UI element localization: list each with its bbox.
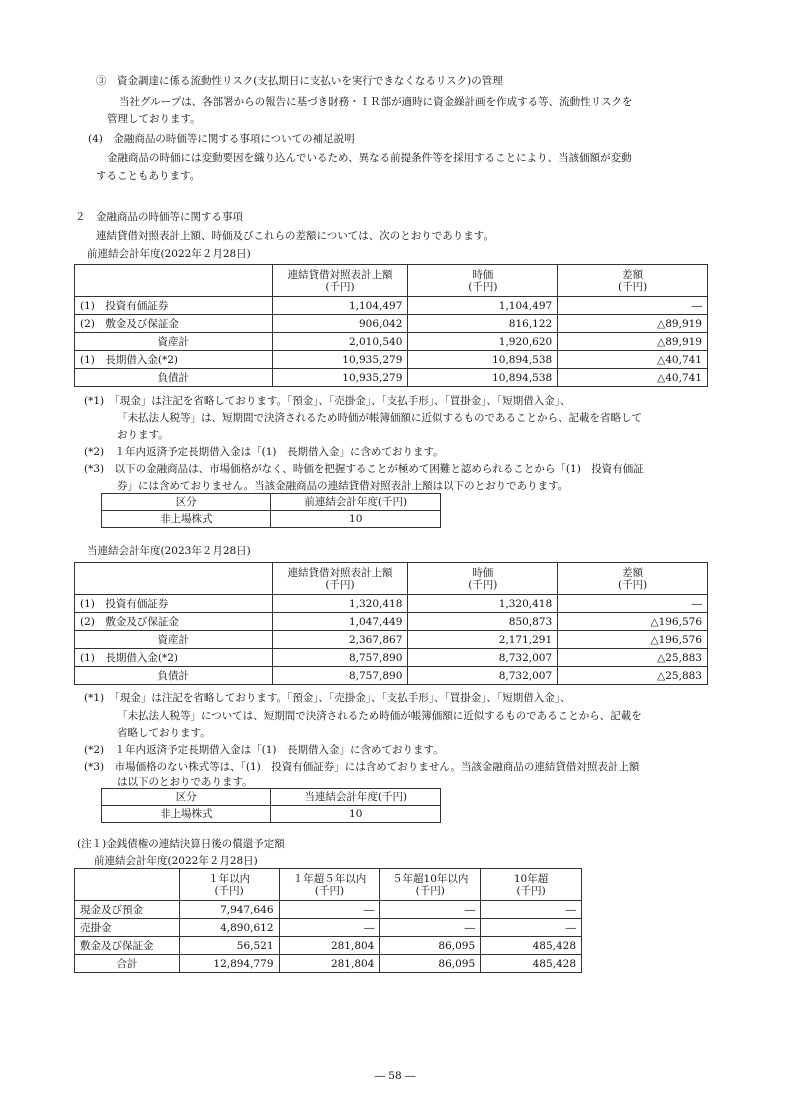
paragraph-line: 金融商品の時価には変動要因を織り込んでいるため、異なる前提条件等を採用することにより、当該価額が変動 xyxy=(107,152,632,164)
footnote: (*1) 「現金」は注記を省略しております。「預金」、「売掛金」、「支払手形」、「買掛金」、「短期借入金」、 xyxy=(84,692,571,704)
column-header: 連結貸借対照表計上額 (千円) xyxy=(272,265,408,297)
table-row: 負債計 10,935,279 10,894,538 △40,741 xyxy=(75,369,708,387)
paragraph-line: 当社グループは、各部署からの報告に基づき財務・ＩＲ部が適時に資金繰計画を作成する等、流動性リスクを xyxy=(119,96,633,108)
table-row: 売掛金 4,890,612 ― ― ― xyxy=(75,919,582,937)
footnote: (*3) 市場価格のない株式等は、「(1) 投資有価証券」には含めておりません。当該金融商品の連結貸借対照表計上額 xyxy=(84,761,640,773)
footnote: (*1) 「現金」は注記を省略しております。「預金」、「売掛金」、「支払手形」、「買掛金」、「短期借入金」、 xyxy=(84,395,571,407)
table-row: (2) 敷金及び保証金 1,047,449 850,873 △196,576 xyxy=(75,613,708,631)
column-header xyxy=(75,563,273,595)
section-heading: ２ 金融商品の時価等に関する事項 xyxy=(75,211,243,223)
column-header: 区分 xyxy=(102,494,271,511)
table-row: (1) 長期借入金(*2) 10,935,279 10,894,538 △40,741 xyxy=(75,351,708,369)
footnote: (*3) 以下の金融商品は、市場価格がなく、時価を把握することが極めて困難と認められることから「(1) 投資有価証 xyxy=(84,463,644,475)
column-header: 差額 (千円) xyxy=(558,265,708,297)
paragraph-line: 連結貸借対照表計上額、時価及びこれらの差額については、次のとおりであります。 xyxy=(96,230,494,242)
column-header: 時価 (千円) xyxy=(408,563,558,595)
section-heading: (4) 金融商品の時価等に関する事項についての補足説明 xyxy=(88,133,355,145)
table-row: (1) 長期借入金(*2) 8,757,890 8,732,007 △25,883 xyxy=(75,649,708,667)
column-header: 当連結会計年度(千円) xyxy=(271,789,441,806)
table-row: (1) 投資有価証券 1,320,418 1,320,418 ― xyxy=(75,595,708,613)
table-caption: 前連結会計年度(2022年２月28日) xyxy=(94,855,258,867)
footnote: (*2) １年内返済予定長期借入金は「(1) 長期借入金」に含めております。 xyxy=(84,744,444,756)
table-row: 資産計 2,010,540 1,920,620 △89,919 xyxy=(75,333,708,351)
column-header: ５年超10年以内 (千円) xyxy=(380,869,481,901)
table-caption: 当連結会計年度(2023年２月28日) xyxy=(87,545,251,557)
paragraph-line: することもあります。 xyxy=(96,170,201,182)
table-row: 資産計 2,367,867 2,171,291 △196,576 xyxy=(75,631,708,649)
column-header: 区分 xyxy=(102,789,271,806)
fair-value-table-curr xyxy=(74,562,708,685)
paragraph-line: 管理しております。 xyxy=(107,113,201,125)
section-heading: ③ 資金調達に係る流動性リスク(支払期日に支払いを実行できなくなるリスク)の管理 xyxy=(96,75,503,87)
table-row: 非上場株式 10 xyxy=(102,511,441,528)
footnote: 省略しております。 xyxy=(117,727,211,739)
column-header: １年超５年以内 (千円) xyxy=(279,869,380,901)
table-caption: 前連結会計年度(2022年２月28日) xyxy=(87,248,251,260)
unlisted-table-curr xyxy=(101,788,441,823)
table-row: 現金及び預金 7,947,646 ― ― ― xyxy=(75,901,582,919)
column-header: 連結貸借対照表計上額 (千円) xyxy=(272,563,408,595)
maturity-table xyxy=(74,868,582,973)
footnote: (*2) １年内返済予定長期借入金は「(1) 長期借入金」に含めております。 xyxy=(84,446,444,458)
section-heading: (注１)金銭債権の連結決算日後の償還予定額 xyxy=(77,838,285,850)
column-header: 10年超 (千円) xyxy=(481,869,582,901)
footnote: 券」には含めておりません。当該金融商品の連結貸借対照表計上額は以下のとおりであります。 xyxy=(117,480,569,492)
column-header xyxy=(75,265,273,297)
unlisted-table-prev xyxy=(101,493,441,528)
column-header: 差額 (千円) xyxy=(558,563,708,595)
column-header: 前連結会計年度(千円) xyxy=(271,494,441,511)
table-row: 負債計 8,757,890 8,732,007 △25,883 xyxy=(75,667,708,685)
column-header xyxy=(75,869,180,901)
footnote: 「未払法人税等」は、短期間で決済されるため時価が帳簿価額に近似するものであることから、記載を省略して xyxy=(117,412,642,424)
footnote: は以下のとおりであります。 xyxy=(117,776,253,788)
table-row: 非上場株式 10 xyxy=(102,806,441,823)
column-header: １年以内 (千円) xyxy=(179,869,279,901)
table-row: 合計 12,894,779 281,804 86,095 485,428 xyxy=(75,955,582,973)
table-row: (1) 投資有価証券 1,104,497 1,104,497 ― xyxy=(75,297,708,315)
table-row: (2) 敷金及び保証金 906,042 816,122 △89,919 xyxy=(75,315,708,333)
table-row: 敷金及び保証金 56,521 281,804 86,095 485,428 xyxy=(75,937,582,955)
page-number: ― 58 ― xyxy=(374,1070,416,1082)
footnote: 「未払法人税等」については、短期間で決済されるため時価が帳簿価額に近似するものであることから、記載を xyxy=(117,710,642,722)
column-header: 時価 (千円) xyxy=(408,265,558,297)
footnote: おります。 xyxy=(117,429,169,441)
fair-value-table-prev xyxy=(74,264,708,387)
